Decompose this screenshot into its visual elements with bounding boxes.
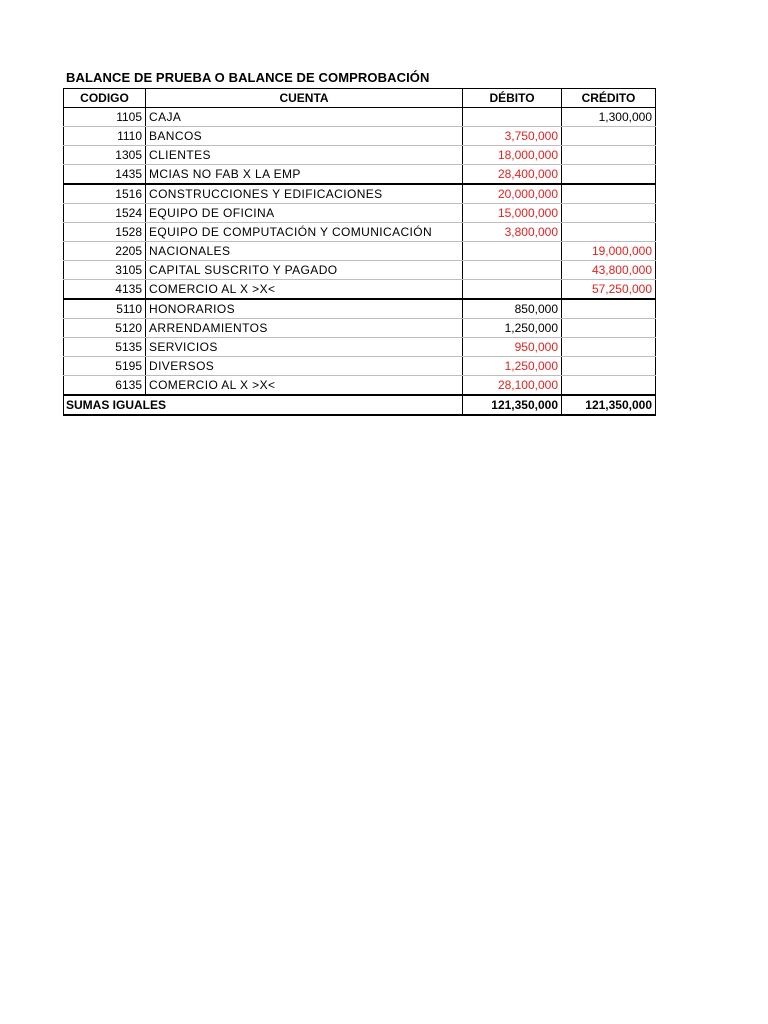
cell-codigo: 6135 [64,376,146,396]
total-label: SUMAS IGUALES [64,395,463,415]
cell-debito [463,108,562,127]
cell-credito [562,184,656,204]
cell-codigo: 5120 [64,319,146,338]
cell-cuenta: DIVERSOS [146,357,463,376]
cell-cuenta: CONSTRUCCIONES Y EDIFICACIONES [146,184,463,204]
cell-credito [562,165,656,185]
table-row [64,204,656,223]
table-row [64,261,656,280]
cell-credito [562,127,656,146]
cell-debito: 18,000,000 [463,146,562,165]
trial-balance-table [63,88,656,416]
table-row [64,165,656,185]
cell-codigo: 4135 [64,280,146,300]
cell-cuenta: COMERCIO AL X >X< [146,280,463,300]
cell-credito [562,319,656,338]
table-row [64,338,656,357]
cell-debito: 1,250,000 [463,319,562,338]
cell-debito: 15,000,000 [463,204,562,223]
table-row [64,319,656,338]
total-credito: 121,350,000 [562,395,656,415]
cell-credito [562,376,656,396]
cell-credito: 1,300,000 [562,108,656,127]
cell-cuenta: SERVICIOS [146,338,463,357]
cell-debito: 950,000 [463,338,562,357]
cell-credito [562,338,656,357]
cell-cuenta: CAPITAL SUSCRITO Y PAGADO [146,261,463,280]
cell-codigo: 1435 [64,165,146,185]
cell-cuenta: ARRENDAMIENTOS [146,319,463,338]
cell-codigo: 3105 [64,261,146,280]
cell-debito [463,261,562,280]
cell-debito [463,280,562,300]
cell-codigo: 2205 [64,242,146,261]
cell-credito [562,204,656,223]
cell-cuenta: HONORARIOS [146,299,463,319]
cell-codigo: 5135 [64,338,146,357]
table-row [64,184,656,204]
cell-codigo: 1305 [64,146,146,165]
cell-debito: 28,400,000 [463,165,562,185]
cell-cuenta: EQUIPO DE COMPUTACIÓN Y COMUNICACIÓN [146,223,463,242]
cell-debito: 1,250,000 [463,357,562,376]
cell-debito: 3,800,000 [463,223,562,242]
table-body [64,108,656,396]
table-row [64,146,656,165]
table-row [64,376,656,396]
cell-cuenta: MCIAS NO FAB X LA EMP [146,165,463,185]
cell-cuenta: EQUIPO DE OFICINA [146,204,463,223]
header-debito: DÉBITO [463,89,562,108]
cell-debito: 850,000 [463,299,562,319]
cell-codigo: 5195 [64,357,146,376]
cell-codigo: 1516 [64,184,146,204]
cell-codigo: 1105 [64,108,146,127]
cell-cuenta: BANCOS [146,127,463,146]
table-row [64,280,656,300]
cell-cuenta: COMERCIO AL X >X< [146,376,463,396]
cell-credito [562,299,656,319]
header-codigo: CODIGO [64,89,146,108]
cell-credito: 43,800,000 [562,261,656,280]
total-debito: 121,350,000 [463,395,562,415]
total-row [64,395,656,415]
cell-credito [562,223,656,242]
cell-cuenta: CLIENTES [146,146,463,165]
document-title: BALANCE DE PRUEBA O BALANCE DE COMPROBACIÓN [66,70,430,85]
cell-cuenta: CAJA [146,108,463,127]
table-row [64,108,656,127]
cell-credito: 19,000,000 [562,242,656,261]
table-row [64,242,656,261]
header-row [64,89,656,108]
table-row [64,299,656,319]
cell-codigo: 1528 [64,223,146,242]
cell-codigo: 1524 [64,204,146,223]
table-row [64,357,656,376]
cell-debito: 3,750,000 [463,127,562,146]
header-credito: CRÉDITO [562,89,656,108]
cell-credito [562,357,656,376]
cell-debito: 28,100,000 [463,376,562,396]
cell-debito: 20,000,000 [463,184,562,204]
cell-cuenta: NACIONALES [146,242,463,261]
header-cuenta: CUENTA [146,89,463,108]
cell-debito [463,242,562,261]
table-row [64,127,656,146]
cell-credito: 57,250,000 [562,280,656,300]
table-row [64,223,656,242]
cell-codigo: 1110 [64,127,146,146]
cell-credito [562,146,656,165]
cell-codigo: 5110 [64,299,146,319]
